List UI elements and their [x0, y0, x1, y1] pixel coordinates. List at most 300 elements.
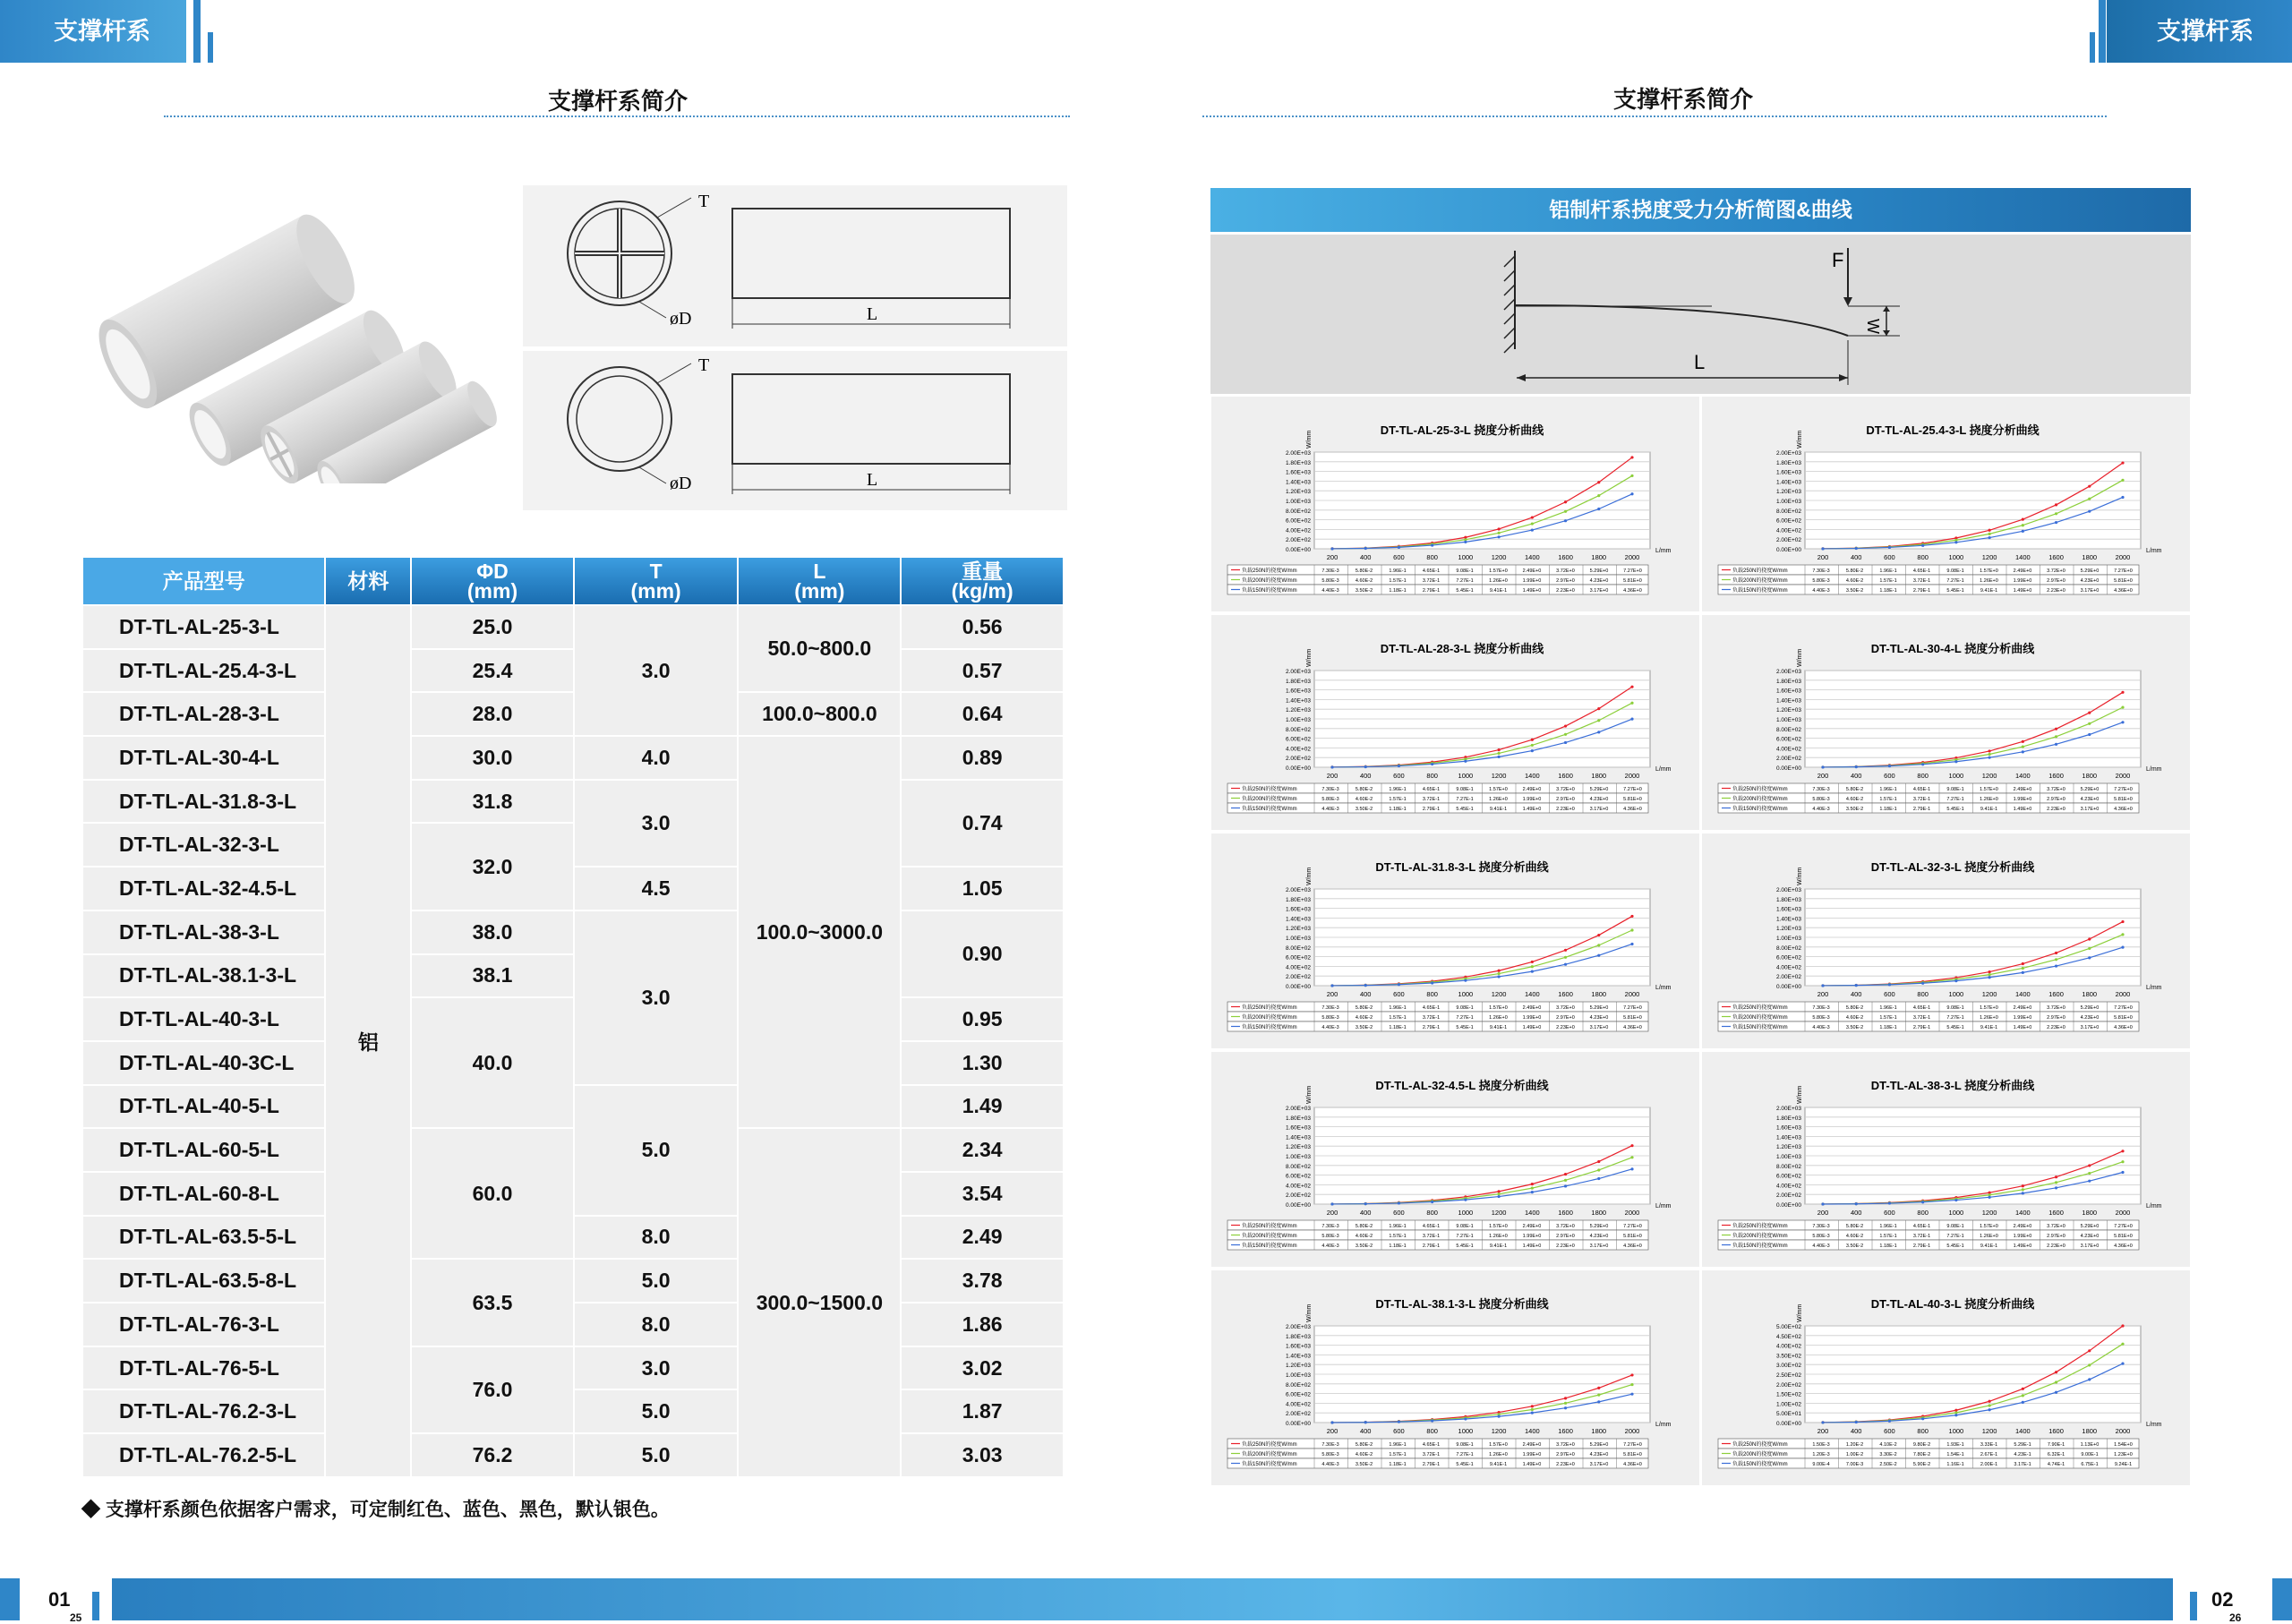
- data-point: [2121, 691, 2124, 694]
- table-row: [82, 1216, 1064, 1260]
- legend-label: 负载250N的挠度W/mm: [1732, 1224, 1788, 1229]
- legend-label: 负载200N的挠度W/mm: [1242, 578, 1297, 584]
- table-value: 9.41E-1: [1489, 1462, 1508, 1467]
- data-point: [2022, 740, 2024, 743]
- model-cell: DT-TL-AL-25.4-3-L: [82, 649, 325, 693]
- y-tick-label: 1.80E+03: [1775, 1115, 1801, 1122]
- data-point: [1630, 718, 1633, 721]
- weight-cell: 1.87: [901, 1389, 1064, 1433]
- table-row: [82, 1085, 1064, 1129]
- data-point: [1597, 954, 1600, 957]
- data-point: [1988, 973, 1991, 976]
- data-point: [2055, 735, 2057, 738]
- header-right-title: 支撑杆系: [2107, 0, 2292, 63]
- table-row: [82, 1389, 1064, 1433]
- x-tick-label: 1400: [1524, 1209, 1540, 1217]
- table-value: 1.49E+0: [1522, 807, 1542, 812]
- table-value: 1.57E-1: [1879, 797, 1897, 802]
- table-value: 3.17E+0: [1589, 588, 1609, 594]
- header-unit: (mm): [630, 579, 681, 603]
- table-value: 5.81E+0: [1623, 1015, 1642, 1021]
- y-tick-label: 1.60E+03: [1775, 1124, 1801, 1132]
- table-value: 5.80E-3: [1812, 1234, 1830, 1239]
- data-point: [2121, 721, 2124, 723]
- table-value: 5.45E-1: [1946, 588, 1964, 594]
- table-value: 4.36E+0: [1623, 1025, 1642, 1030]
- table-value: 4.40E-3: [1321, 807, 1339, 812]
- legend-label: 负载200N的挠度W/mm: [1242, 1452, 1297, 1457]
- table-value: 2.97E+0: [2047, 797, 2065, 802]
- legend-label: 负载150N的挠度W/mm: [1242, 1244, 1297, 1249]
- table-value: 3.72E-1: [1912, 1015, 1931, 1021]
- y-tick-label: 1.60E+03: [1775, 906, 1801, 913]
- table-value: 1.57E-1: [1389, 1452, 1407, 1457]
- data-point: [2121, 1160, 2124, 1163]
- y-tick-label: 8.00E+02: [1775, 508, 1801, 515]
- y-tick-label: 1.00E+03: [1285, 499, 1311, 505]
- table-value: 1.57E-1: [1389, 578, 1407, 584]
- diameter-cell: 28.0: [411, 692, 574, 736]
- data-point: [1630, 915, 1633, 918]
- data-point: [2055, 743, 2057, 746]
- data-point: [1888, 983, 1891, 986]
- x-tick-label: 200: [1326, 1427, 1338, 1435]
- thickness-cell: 4.5: [574, 867, 739, 910]
- data-point: [1888, 546, 1891, 549]
- table-value: 4.36E+0: [1623, 1462, 1642, 1467]
- legend-label: 负载150N的挠度W/mm: [1242, 1025, 1297, 1030]
- table-value: 3.50E-2: [1845, 807, 1864, 812]
- thickness-cell: 5.0: [574, 1433, 739, 1477]
- y-tick-label: 1.00E+03: [1775, 1154, 1801, 1160]
- table-value: 3.72E+0: [1556, 1005, 1575, 1011]
- chart-title: DT-TL-AL-38.1-3-L 挠度分析曲线: [1375, 1297, 1549, 1311]
- data-point: [2088, 947, 2091, 950]
- x-tick-label: 600: [1393, 1427, 1405, 1435]
- x-tick-label: 1600: [2048, 772, 2064, 780]
- table-value: 2.49E+0: [2013, 787, 2032, 792]
- length-label: L: [867, 304, 878, 324]
- y-tick-label: 2.00E+02: [1775, 1381, 1801, 1389]
- data-point: [1954, 1414, 1957, 1416]
- y-axis-label: W/mm: [1797, 430, 1803, 449]
- table-value: 4.10E-2: [1879, 1442, 1897, 1448]
- deflection-chart: [1210, 1051, 1700, 1268]
- data-point: [2088, 498, 2091, 500]
- table-value: 1.96E-1: [1879, 568, 1897, 574]
- data-point: [2088, 1363, 2091, 1366]
- x-tick-label: 1600: [1558, 772, 1573, 780]
- data-point: [2022, 1401, 2024, 1404]
- data-point: [1498, 752, 1501, 755]
- table-value: 2.79E-1: [1422, 1244, 1441, 1249]
- y-tick-label: 0.00E+00: [1775, 547, 1801, 553]
- table-value: 3.72E+0: [1556, 1224, 1575, 1229]
- data-point: [1821, 547, 1824, 550]
- table-value: 2.50E-2: [1879, 1462, 1897, 1467]
- model-cell: DT-TL-AL-40-3C-L: [82, 1041, 325, 1085]
- data-point: [1988, 1408, 1991, 1411]
- y-tick-label: 2.00E+02: [1285, 756, 1311, 763]
- table-value: 1.96E-1: [1879, 1224, 1897, 1229]
- y-axis-label: W/mm: [1797, 648, 1803, 667]
- data-point: [1531, 516, 1534, 518]
- x-tick-label: 2000: [1624, 772, 1640, 780]
- table-value: 3.72E-1: [1912, 797, 1931, 802]
- table-value: 7.27E+0: [1623, 1005, 1642, 1011]
- data-point: [1498, 1195, 1501, 1198]
- page-sub-left: 25: [70, 1611, 82, 1624]
- table-value: 1.18E-1: [1389, 1244, 1407, 1249]
- col-header-model: [82, 557, 325, 605]
- table-value: 9.41E-1: [1489, 1025, 1508, 1030]
- x-axis-label: L/mm: [1655, 1203, 1672, 1209]
- table-value: 1.99E+0: [1522, 1452, 1542, 1457]
- thickness-cell: 8.0: [574, 1216, 739, 1260]
- data-point: [1498, 527, 1501, 530]
- x-tick-label: 200: [1817, 1427, 1829, 1435]
- y-axis-label: W/mm: [1306, 1085, 1313, 1104]
- data-point: [1531, 965, 1534, 968]
- table-value: 4.65E-1: [1422, 787, 1441, 792]
- table-value: 4.23E-1: [2014, 1452, 2031, 1457]
- y-tick-label: 8.00E+02: [1775, 944, 1801, 952]
- table-value: 7.27E-1: [1946, 578, 1964, 584]
- x-tick-label: 1400: [2014, 990, 2031, 998]
- weight-cell: 0.90: [901, 910, 1064, 997]
- table-row: [82, 605, 1064, 649]
- table-value: 1.18E-1: [1879, 807, 1897, 812]
- table-value: 9.41E-1: [1980, 1025, 1998, 1030]
- y-tick-label: 2.00E+03: [1775, 669, 1801, 675]
- data-point: [1630, 456, 1633, 458]
- header-unit: (mm): [466, 579, 518, 603]
- model-cell: DT-TL-AL-76-3-L: [82, 1303, 325, 1346]
- page-number-left: 01: [48, 1588, 71, 1611]
- table-value: 1.49E+0: [1522, 1244, 1542, 1249]
- data-point: [1988, 533, 1991, 535]
- data-point: [2022, 967, 2024, 970]
- table-value: 4.23E+0: [1589, 1015, 1609, 1021]
- thickness-cell: 5.0: [574, 1389, 739, 1433]
- data-point: [1564, 1406, 1567, 1409]
- table-value: 1.96E-1: [1879, 1005, 1897, 1011]
- x-tick-label: 800: [1426, 1209, 1438, 1217]
- left-section-title: 支撑杆系简介: [547, 88, 688, 115]
- chart-title: DT-TL-AL-28-3-L 挠度分析曲线: [1380, 642, 1544, 655]
- x-tick-label: 1000: [1458, 772, 1474, 780]
- legend-label: 负载250N的挠度W/mm: [1732, 1442, 1788, 1448]
- data-point: [2022, 745, 2024, 748]
- length-cell: 100.0~800.0: [738, 692, 901, 736]
- data-point: [1855, 547, 1858, 550]
- length-cell: 100.0~3000.0: [738, 736, 901, 1128]
- table-value: 1.26E+0: [1489, 797, 1508, 802]
- diameter-cell: 32.0: [411, 823, 574, 910]
- y-tick-label: 1.40E+03: [1775, 697, 1801, 705]
- y-tick-label: 4.00E+02: [1775, 964, 1801, 971]
- table-value: 9.41E-1: [1489, 807, 1508, 812]
- table-value: 1.57E-1: [1879, 1015, 1897, 1021]
- diameter-cell: 25.4: [411, 649, 574, 693]
- table-value: 5.29E+0: [1589, 568, 1609, 574]
- table-value: 4.23E+0: [2080, 578, 2100, 584]
- table-value: 1.26E+0: [1489, 1452, 1508, 1457]
- table-value: 1.96E-1: [1389, 1005, 1407, 1011]
- col-header-length: [738, 557, 901, 605]
- data-point: [1431, 981, 1433, 984]
- table-value: 3.72E+0: [2047, 1005, 2065, 1011]
- table-value: 3.72E+0: [2047, 1224, 2065, 1229]
- col-header-diameter: [411, 557, 574, 605]
- diameter-cell: 25.0: [411, 605, 574, 649]
- model-cell: DT-TL-AL-25-3-L: [82, 605, 325, 649]
- table-value: 4.36E+0: [1623, 807, 1642, 812]
- thickness-cell: 3.0: [574, 910, 739, 1085]
- table-value: 2.23E+0: [1556, 807, 1575, 812]
- x-tick-label: 1600: [1558, 1209, 1573, 1217]
- table-value: 1.57E-1: [1389, 797, 1407, 802]
- table-value: 1.54E+0: [2114, 1442, 2133, 1448]
- table-value: 1.20E-3: [1812, 1452, 1830, 1457]
- data-point: [2121, 1171, 2124, 1174]
- data-point: [1988, 1404, 1991, 1406]
- y-tick-label: 1.20E+03: [1285, 707, 1311, 714]
- data-point: [1531, 739, 1534, 741]
- table-value: 1.26E+0: [1980, 1234, 1998, 1239]
- y-tick-label: 1.20E+03: [1285, 926, 1311, 933]
- y-tick-label: 6.00E+02: [1285, 1391, 1311, 1398]
- table-value: 3.50E-2: [1355, 588, 1373, 594]
- table-value: 2.49E+0: [1522, 1005, 1542, 1011]
- table-row: [82, 1128, 1064, 1172]
- divider: [1202, 115, 2107, 117]
- table-value: 7.30E-3: [1321, 787, 1339, 792]
- table-row: [82, 1303, 1064, 1346]
- data-point: [1431, 543, 1433, 546]
- x-tick-label: 1600: [2048, 990, 2064, 998]
- y-tick-label: 1.00E+03: [1285, 717, 1311, 723]
- data-point: [2088, 1180, 2091, 1183]
- data-point: [2088, 1349, 2091, 1352]
- table-row: [82, 1346, 1064, 1390]
- model-cell: DT-TL-AL-40-3-L: [82, 997, 325, 1041]
- x-tick-label: 400: [1850, 772, 1862, 780]
- table-value: 2.23E+0: [2047, 588, 2065, 594]
- x-tick-label: 2000: [2115, 1427, 2131, 1435]
- table-value: 3.17E+0: [2080, 1025, 2100, 1030]
- thickness-cell: 3.0: [574, 780, 739, 867]
- y-tick-label: 8.00E+02: [1775, 1163, 1801, 1170]
- table-value: 1.99E+0: [2013, 1234, 2032, 1239]
- table-value: 4.40E-3: [1321, 1462, 1339, 1467]
- table-value: 1.57E+0: [1489, 1442, 1508, 1448]
- table-row: [82, 910, 1064, 954]
- table-value: 7.27E+0: [2114, 1224, 2133, 1229]
- diameter-cell: 30.0: [411, 736, 574, 780]
- data-point: [1531, 1187, 1534, 1190]
- data-point: [1888, 1201, 1891, 1204]
- data-point: [1597, 1394, 1600, 1397]
- model-cell: DT-TL-AL-60-8-L: [82, 1172, 325, 1216]
- y-tick-label: 1.60E+03: [1775, 688, 1801, 695]
- table-value: 5.80E-2: [1845, 1005, 1864, 1011]
- table-value: 4.65E-1: [1912, 1224, 1931, 1229]
- y-tick-label: 1.40E+03: [1285, 479, 1311, 486]
- x-tick-label: 800: [1426, 990, 1438, 998]
- x-tick-label: 1400: [2014, 1209, 2031, 1217]
- table-value: 2.79E-1: [1912, 807, 1931, 812]
- legend-label: 负载250N的挠度W/mm: [1732, 568, 1788, 574]
- data-point: [1564, 519, 1567, 522]
- x-tick-label: 600: [1393, 772, 1405, 780]
- table-value: 2.97E+0: [1556, 1452, 1575, 1457]
- weight-cell: 0.64: [901, 692, 1064, 736]
- data-point: [1464, 1199, 1467, 1201]
- data-point: [1988, 1196, 1991, 1199]
- data-point: [1855, 765, 1858, 768]
- table-value: 4.36E+0: [2114, 807, 2133, 812]
- data-point: [1597, 944, 1600, 946]
- table-value: 1.96E-1: [1879, 787, 1897, 792]
- y-tick-label: 6.00E+02: [1285, 1173, 1311, 1180]
- thickness-cell: 3.0: [574, 605, 739, 736]
- table-value: 1.57E+0: [1489, 787, 1508, 792]
- data-point: [1498, 748, 1501, 751]
- data-point: [2088, 1164, 2091, 1167]
- y-tick-label: 4.00E+02: [1285, 1183, 1311, 1190]
- data-point: [1921, 1201, 1924, 1203]
- diameter-cell: 31.8: [411, 780, 574, 824]
- footer-bar: [112, 1578, 2173, 1620]
- data-point: [2022, 750, 2024, 753]
- table-value: 7.27E+0: [1623, 568, 1642, 574]
- y-tick-label: 1.60E+03: [1285, 906, 1311, 913]
- x-tick-label: 1800: [2082, 1427, 2098, 1435]
- page-sub-right: 26: [2229, 1611, 2242, 1624]
- data-point: [1630, 1383, 1633, 1386]
- table-row: [82, 649, 1064, 693]
- model-cell: DT-TL-AL-76.2-3-L: [82, 1389, 325, 1433]
- y-tick-label: 2.00E+02: [1285, 974, 1311, 981]
- table-value: 2.97E+0: [1556, 797, 1575, 802]
- legend-label: 负载200N的挠度W/mm: [1242, 1015, 1297, 1021]
- table-value: 1.26E+0: [1980, 1015, 1998, 1021]
- y-axis-label: W/mm: [1306, 1303, 1313, 1322]
- y-tick-label: 1.80E+03: [1285, 1115, 1311, 1122]
- y-tick-label: 4.00E+02: [1775, 527, 1801, 534]
- data-point: [1988, 753, 1991, 756]
- table-value: 3.72E+0: [1556, 568, 1575, 574]
- table-value: 2.49E+0: [1522, 787, 1542, 792]
- data-point: [1597, 719, 1600, 722]
- table-value: 7.27E+0: [1623, 1442, 1642, 1448]
- table-value: 3.17E+0: [1589, 807, 1609, 812]
- table-value: 4.40E-3: [1321, 1025, 1339, 1030]
- table-value: 7.27E+0: [2114, 1005, 2133, 1011]
- table-value: 9.41E-1: [1489, 1244, 1508, 1249]
- diameter-cell: 76.0: [411, 1346, 574, 1433]
- x-tick-label: 1000: [1948, 772, 1964, 780]
- legend-label: 负载200N的挠度W/mm: [1732, 797, 1788, 802]
- model-cell: DT-TL-AL-28-3-L: [82, 692, 325, 736]
- data-point: [2121, 1324, 2124, 1327]
- y-tick-label: 1.80E+03: [1285, 678, 1311, 685]
- x-tick-label: 1400: [1524, 1427, 1540, 1435]
- deflection-chart: [1701, 396, 2191, 612]
- data-point: [1464, 760, 1467, 763]
- x-tick-label: 600: [1884, 1209, 1895, 1217]
- header-left-title: 支撑杆系: [0, 0, 186, 63]
- table-value: 1.57E+0: [1980, 787, 1998, 792]
- x-tick-label: 1800: [1591, 772, 1607, 780]
- data-point: [1364, 1202, 1367, 1205]
- length-label: L: [1694, 351, 1706, 373]
- weight-cell: 1.05: [901, 867, 1064, 910]
- table-row: [82, 692, 1064, 736]
- data-point: [1498, 970, 1501, 972]
- table-value: 9.41E-1: [1489, 588, 1508, 594]
- x-tick-label: 600: [1884, 990, 1895, 998]
- x-tick-label: 200: [1817, 1209, 1829, 1217]
- table-value: 3.50E-2: [1355, 807, 1373, 812]
- x-tick-label: 600: [1884, 772, 1895, 780]
- data-point: [1988, 529, 1991, 532]
- y-tick-label: 4.00E+02: [1775, 1343, 1801, 1350]
- table-value: 1.99E+0: [2013, 1015, 2032, 1021]
- table-value: 9.41E-1: [1980, 1244, 1998, 1249]
- table-value: 9.08E-1: [1946, 787, 1964, 792]
- data-point: [1630, 702, 1633, 705]
- model-cell: DT-TL-AL-31.8-3-L: [82, 780, 325, 824]
- y-tick-label: 8.00E+02: [1285, 1163, 1311, 1170]
- y-tick-label: 1.40E+03: [1285, 1134, 1311, 1141]
- y-tick-label: 0.00E+00: [1285, 1202, 1311, 1209]
- table-value: 5.80E-3: [1321, 1452, 1339, 1457]
- table-value: 7.27E-1: [1946, 1015, 1964, 1021]
- chart-title: DT-TL-AL-30-4-L 挠度分析曲线: [1870, 642, 2035, 655]
- tube-product-image: [90, 179, 519, 483]
- data-point: [1498, 1192, 1501, 1195]
- x-tick-label: 1200: [1491, 772, 1507, 780]
- header-label: T: [649, 560, 663, 583]
- table-value: 5.45E-1: [1456, 1025, 1474, 1030]
- table-value: 3.72E-1: [1422, 797, 1441, 802]
- table-value: 3.72E+0: [1556, 1442, 1575, 1448]
- y-tick-label: 1.60E+03: [1775, 469, 1801, 476]
- table-value: 6.32E-1: [2047, 1452, 2065, 1457]
- data-point: [1531, 1405, 1534, 1407]
- data-point: [1597, 731, 1600, 733]
- model-cell: DT-TL-AL-38-3-L: [82, 910, 325, 954]
- chart-title: DT-TL-AL-38-3-L 挠度分析曲线: [1870, 1079, 2035, 1092]
- table-value: 3.17E+0: [2080, 807, 2100, 812]
- table-value: 1.18E-1: [1879, 1244, 1897, 1249]
- data-point: [1921, 763, 1924, 765]
- data-point: [1954, 760, 1957, 763]
- table-value: 7.27E-1: [1456, 1234, 1474, 1239]
- table-value: 1.99E+0: [2013, 797, 2032, 802]
- y-tick-label: 8.00E+02: [1285, 944, 1311, 952]
- data-point: [1464, 1417, 1467, 1420]
- x-axis-label: L/mm: [2146, 1203, 2162, 1209]
- table-row: [82, 736, 1064, 780]
- table-value: 5.81E+0: [1623, 797, 1642, 802]
- table-value: 5.29E+0: [1589, 787, 1609, 792]
- y-tick-label: 2.00E+03: [1285, 1106, 1311, 1112]
- data-point: [1630, 943, 1633, 945]
- model-cell: DT-TL-AL-63.5-8-L: [82, 1259, 325, 1303]
